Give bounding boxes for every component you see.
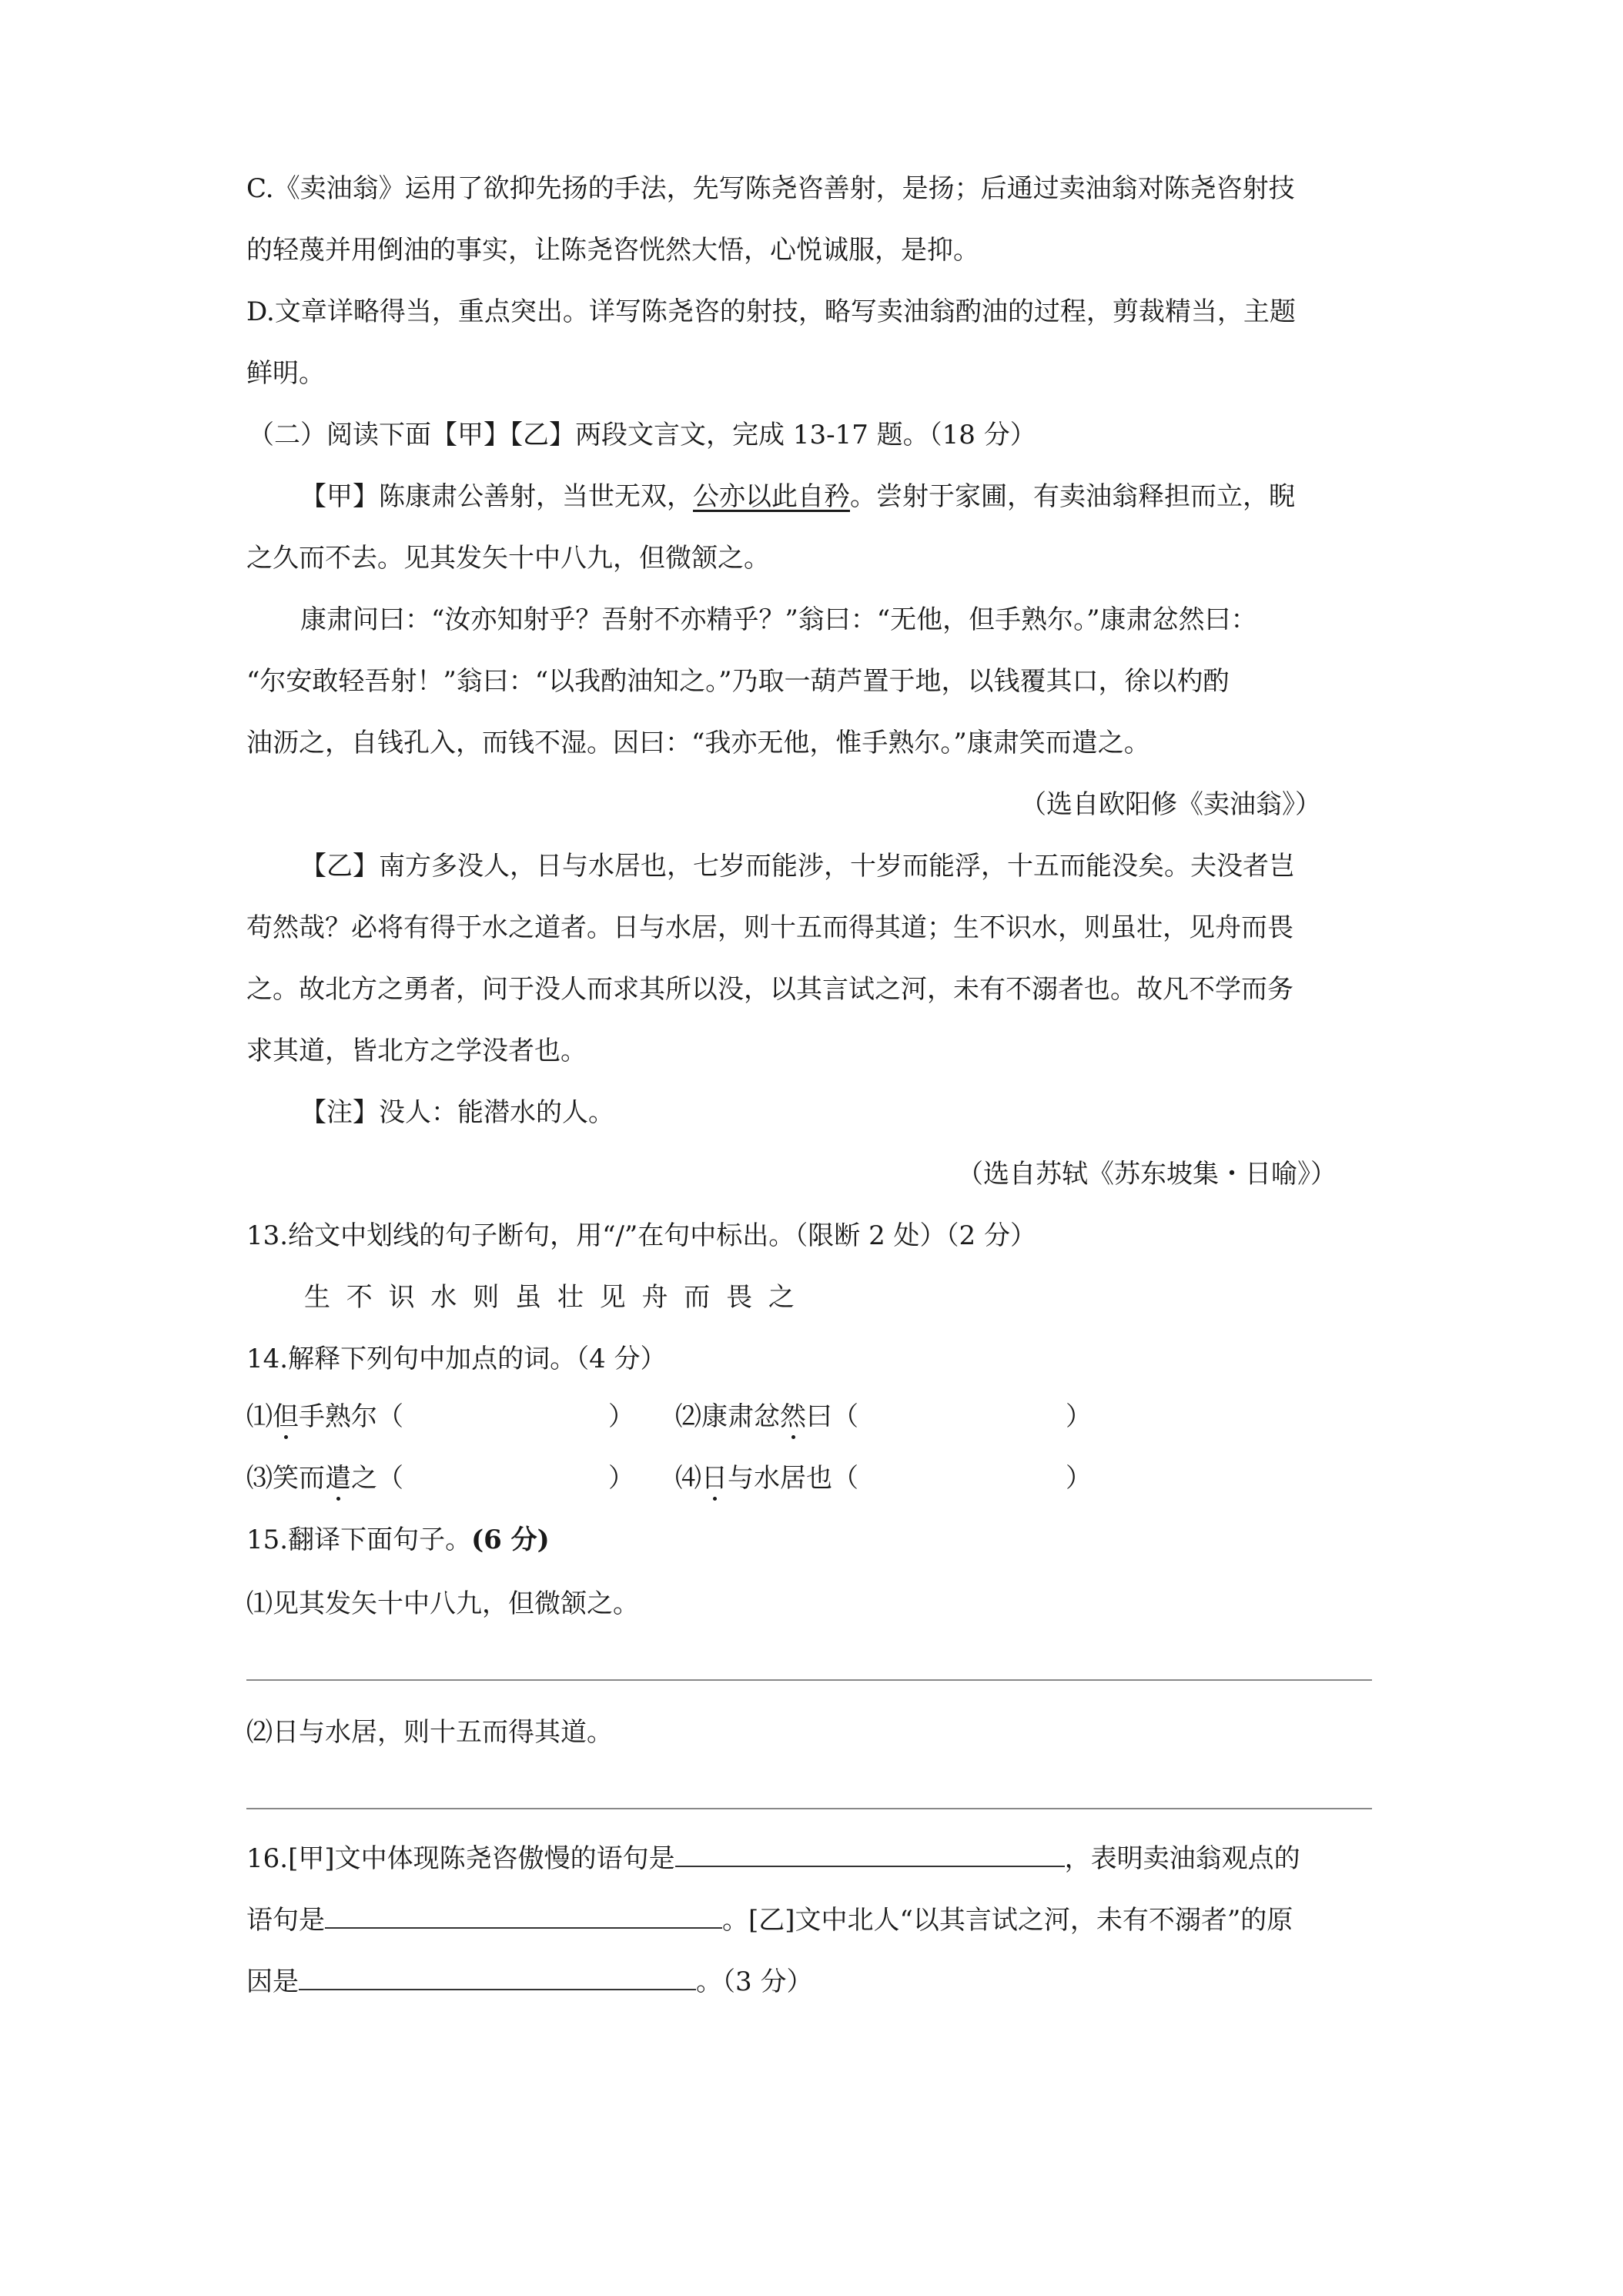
question-15-item-1: ⑴见其发矢十中八九，但微颔之。 (246, 1588, 639, 1619)
jia-source: （选自欧阳修《卖油翁》） (1020, 789, 1321, 820)
question-15-text: 15.翻译下面句子。 (246, 1525, 472, 1555)
item-text: 手熟尔（ (299, 1401, 403, 1432)
yi-line-1: 【乙】南方多没人，日与水居也，七岁而能涉，十岁而能浮，十五而能没矣。夫没者岂 (300, 851, 1295, 882)
item-text: 之（ (351, 1463, 403, 1494)
dotted-word: 日 (701, 1463, 728, 1494)
answer-blank-1[interactable] (675, 1842, 1065, 1867)
question-14: 14.解释下列句中加点的词。（4 分） (246, 1344, 667, 1374)
question-15 (246, 1525, 550, 1555)
item-number: ⑴ (246, 1401, 273, 1432)
dotted-word: 遣 (325, 1463, 351, 1494)
yi-note: 【注】没人：能潜水的人。 (300, 1097, 614, 1128)
question-14-item-1-close: ） (608, 1401, 634, 1432)
jia-paragraph-1-line-1 (300, 481, 1295, 512)
question-16-text: ，表明卖油翁观点的 (1064, 1843, 1300, 1874)
question-16-line-3 (246, 1966, 812, 1997)
question-14-item-2 (675, 1401, 858, 1432)
question-16-text: 语句是 (246, 1905, 325, 1936)
question-13-sentence: 生 不 识 水 则 虽 壮 见 舟 而 畏 之 (304, 1282, 795, 1313)
jia-paragraph-2-line-2: “尔安敢轻吾射！”翁曰：“以我酌油知之。”乃取一葫芦置于地，以钱覆其口，徐以杓酌 (246, 666, 1230, 697)
item-number: ⑷ (675, 1463, 701, 1494)
jia-paragraph-1-line-2: 之久而不去。见其发矢十中八九，但微颔之。 (246, 543, 770, 574)
question-14-item-3-close: ） (608, 1463, 634, 1494)
yi-line-2: 苟然哉？必将有得于水之道者。日与水居，则十五而得其道；生不识水，则虽壮，见舟而畏 (246, 912, 1293, 943)
dotted-word: 但 (273, 1401, 299, 1432)
yi-line-3: 之。故北方之勇者，问于没人而求其所以没，以其言试之河，未有不溺者也。故凡不学而务 (246, 974, 1293, 1005)
question-14-item-3 (246, 1463, 403, 1494)
item-number: ⑵ (675, 1401, 701, 1432)
yi-line-4: 求其道，皆北方之学没者也。 (246, 1036, 587, 1066)
item-text: 康肃忿 (701, 1401, 780, 1432)
question-15-item-2: ⑵日与水居，则十五而得其道。 (246, 1717, 613, 1748)
underlined-sentence: 公亦以此自矜 (693, 481, 850, 512)
answer-blank-3[interactable] (299, 1966, 696, 1990)
question-14-item-4-close: ） (1066, 1463, 1092, 1494)
question-13: 13.给文中划线的句子断句，用“/”在句中标出。（限断 2 处）（2 分） (246, 1220, 1036, 1251)
question-16-line-1 (246, 1842, 1300, 1874)
option-d-line-2: 鲜明。 (246, 358, 325, 389)
item-number: ⑶ (246, 1463, 273, 1494)
item-text: 与水居也（ (728, 1463, 858, 1494)
dotted-word: 然 (780, 1401, 806, 1432)
item-text: 笑而 (273, 1463, 325, 1494)
answer-blank-2[interactable] (325, 1904, 722, 1929)
yi-source: （选自苏轼《苏东坡集・日喻》） (957, 1159, 1337, 1190)
question-14-item-4 (675, 1463, 858, 1494)
question-15-score: (6 分) (471, 1525, 550, 1555)
jia-paragraph-2-line-3: 油沥之，自钱孔入，而钱不湿。因曰：“我亦无他，惟手熟尔。”康肃笑而遣之。 (246, 728, 1150, 758)
question-16-line-2 (246, 1904, 1293, 1936)
option-c-line-1: C.《卖油翁》运用了欲抑先扬的手法，先写陈尧咨善射，是扬；后通过卖油翁对陈尧咨射技 (246, 173, 1295, 204)
jia-paragraph-2-line-1: 康肃问曰：“汝亦知射乎？吾射不亦精乎？”翁曰：“无他，但手熟尔。”康肃忿然曰： (300, 604, 1257, 635)
jia-text: 【甲】陈康肃公善射，当世无双， (300, 481, 693, 512)
question-16-text: 。[乙]文中北人“以其言试之河，未有不溺者”的原 (722, 1905, 1293, 1936)
question-14-item-2-close: ） (1066, 1401, 1092, 1432)
answer-line-15-2[interactable] (246, 1808, 1372, 1809)
answer-line-15-1[interactable] (246, 1679, 1372, 1681)
jia-text: 。尝射于家圃，有卖油翁释担而立，睨 (850, 481, 1295, 512)
question-16-text: 16.[甲]文中体现陈尧咨傲慢的语句是 (246, 1843, 675, 1874)
item-text: 曰（ (806, 1401, 858, 1432)
section-2-heading: （二）阅读下面【甲】【乙】两段文言文，完成 13-17 题。（18 分） (248, 420, 1036, 450)
option-d-line-1: D.文章详略得当，重点突出。详写陈尧咨的射技，略写卖油翁酌油的过程，剪裁精当，主题 (246, 296, 1296, 327)
option-c-line-2: 的轻蔑并用倒油的事实，让陈尧咨恍然大悟，心悦诚服，是抑。 (246, 235, 979, 266)
question-16-text: 。（3 分） (696, 1966, 813, 1997)
question-14-item-1 (246, 1401, 403, 1432)
question-16-text: 因是 (246, 1966, 299, 1997)
